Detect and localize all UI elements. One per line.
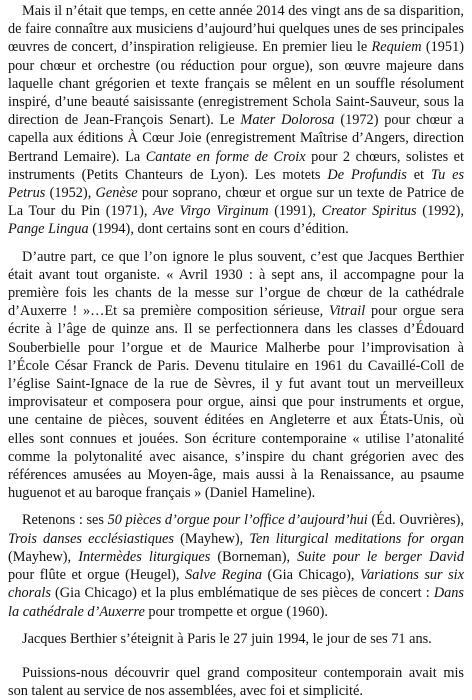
work-title: Trois danses ecclésiastiques	[8, 530, 174, 547]
paragraph-organist	[8, 248, 464, 503]
text-run: (1972) pour chœur a capella aux éditions À Cœur Joie (enregistrement Maîtrise d’Angers, direction Bertrand Lemaire). La	[8, 112, 464, 165]
work-title: Intermèdes liturgiques	[78, 548, 211, 565]
work-title: Variations sur six chorals	[8, 567, 464, 602]
text-run: Puissions-nous découvrir quel grand compositeur contemporain avait mis son talent au service de nos assemblées, avec foi et simplicité.	[8, 664, 464, 700]
text-run: pour trompette et orgue (1960).	[144, 603, 329, 620]
text-run: (Mayhew),	[173, 530, 250, 547]
paragraph-death	[8, 630, 464, 648]
work-title: Vitrail	[328, 303, 366, 320]
paragraph-closing	[8, 664, 464, 700]
work-title: Genèse	[95, 185, 138, 202]
text-run: (1994), dont certains sont en cours d’édition.	[88, 221, 349, 238]
paragraph-early-works	[8, 2, 464, 239]
work-title: Cantate en forme de Croix	[145, 148, 306, 165]
work-title: Salve Regina	[185, 567, 263, 584]
work-title: De Profundis	[327, 166, 407, 183]
text-run: Mais il n’était que temps, en cette année 2014 des vingt ans de sa disparition, de faire connaître aux musiciens d’aujourd’hui quelques unes de ses principales œuvres de concert, d’inspiration religieuse. En premier lieu le	[8, 3, 464, 56]
work-title: Pange Lingua	[8, 221, 89, 238]
work-title: Requiem	[371, 39, 422, 56]
text-run: Jacques Berthier s’éteignit à Paris le 27 juin 1994, le jour de ses 71 ans.	[22, 630, 432, 647]
text-run: (Borneman),	[210, 548, 298, 565]
work-title: Mater Dolorosa	[240, 112, 335, 129]
text-run: (1952),	[45, 185, 96, 202]
text-run: (Éd. Ouvrières),	[367, 512, 464, 529]
text-run: (1951) pour chœur et orchestre (ou réduction pour orgue), son œuvre majeure dans laquelle chant grégorien et texte français se mêlent en un souffle résolument inspiré, d’une beauté saisissante (enregistrement Schola Saint-Sauveur, sous la direction de Jean-François Senart). Le	[8, 39, 464, 129]
work-title: Creator Spiritus	[321, 203, 417, 220]
text-run: (Mayhew),	[8, 548, 79, 565]
text-run: pour 2 chœurs, solistes et instruments (Petits Chanteurs de Lyon). Les motets	[8, 148, 465, 183]
text-run: (1991),	[268, 203, 322, 220]
text-run: (Gia Chicago),	[262, 567, 360, 584]
text-run: pour orgue sera écrite à l’âge de quinze ans. Il se perfectionnera dans les classes d’Édouard Souberbielle pour l’orgue et de Maurice Malherbe pour l’improvisation à l’École César Franck de Paris. Devenu titulaire en 1961 du Cavaillé-Coll de l’église Saint-Ignace de la rue de Sèvres, il y fut avant tout un merveilleux improvisateur et composera pour orgue, ainsi que pour instruments et orgue, une centaine de pièces, souvent éditées en Angleterre et aux États-Unis, où elles sont connues et jouées. Son écriture contemporaine « utilise l’atonalité comme la polytonalité avec aisance, s’inspire du chant grégorien avec des références amusées au Moyen-âge, mais aussi à la Renaissance, au psaume huguenot et au baroque français » (Daniel Hameline).	[8, 303, 464, 502]
text-run: (1992),	[416, 203, 464, 220]
text-run: Retenons : ses	[22, 512, 108, 529]
work-title: Dans la cathédrale d’Auxerre	[8, 585, 464, 620]
paragraph-organ-works	[8, 511, 464, 620]
work-title: Suite pour le berger David	[297, 548, 464, 565]
text-run: et	[406, 166, 431, 183]
work-title: Ten liturgical meditations for organ	[249, 530, 464, 547]
work-title: 50 pièces d’orgue pour l’office d’aujourd’hui	[107, 512, 368, 529]
text-run: pour soprano, chœur et orgue sur un texte de Patrice de La Tour du Pin (1971),	[8, 185, 465, 220]
work-title: Tu es Petrus	[8, 166, 465, 202]
work-title: Ave Virgo Virginum	[153, 203, 269, 220]
text-run: (Gia Chicago) et la plus emblématique de ses pièces de concert :	[50, 585, 434, 602]
text-run: D’autre part, ce que l’on ignore le plus souvent, c’est que Jacques Berthier était avant tout organiste. « Avril 1930 : à sept ans, il accompagne pour la première fois les chants de la messe sur l’orgue de chœur de la cathédrale d’Auxerre ! »…Et sa première composition sérieuse,	[8, 248, 464, 320]
text-run: pour flûte et orgue (Heugel),	[8, 567, 186, 584]
